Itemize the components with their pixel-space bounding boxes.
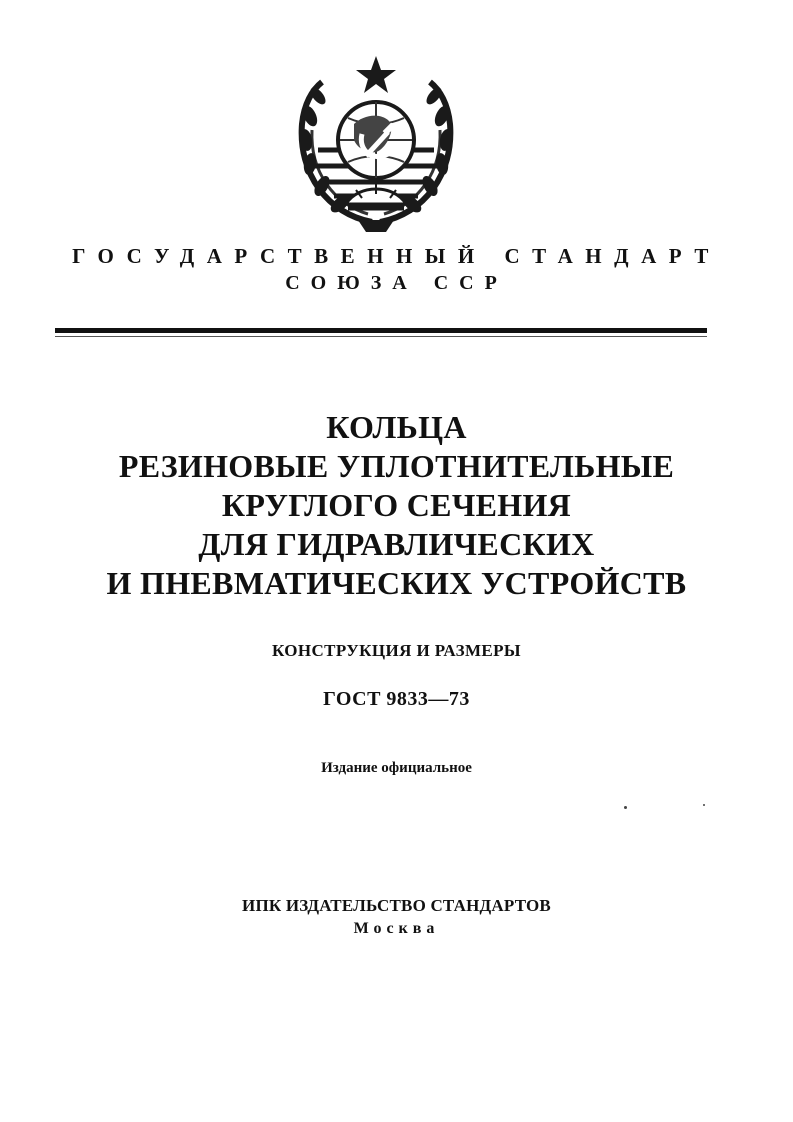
edition-note: Издание официальное [321,760,472,776]
title-line-2: РЕЗИНОВЫЕ УПЛОТНИТЕЛЬНЫЕ [118,448,675,484]
publisher-city: Москва [353,920,440,937]
divider-rule [55,328,707,333]
header-line-2: СОЮЗА ССР [285,272,508,294]
ussr-coat-of-arms-icon [288,54,464,234]
publisher-name: ИПК ИЗДАТЕЛЬСТВО СТАНДАРТОВ [242,896,551,915]
scan-speck [624,806,627,809]
title-line-4: ДЛЯ ГИДРАВЛИЧЕСКИХ [198,526,595,562]
title-line-5: И ПНЕВМАТИЧЕСКИХ УСТРОЙСТВ [106,565,687,601]
document-title [40,408,753,603]
header-line-1: ГОСУДАРСТВЕННЫЙ СТАНДАРТ [72,244,721,268]
standard-number: ГОСТ 9833—73 [323,688,470,710]
document-subtitle: КОНСТРУКЦИЯ И РАЗМЕРЫ [271,641,522,660]
divider-rule-thin [55,336,707,337]
scan-speck [703,804,705,806]
title-line-3: КРУГЛОГО СЕЧЕНИЯ [221,487,572,523]
title-line-1: КОЛЬЦА [326,409,467,445]
